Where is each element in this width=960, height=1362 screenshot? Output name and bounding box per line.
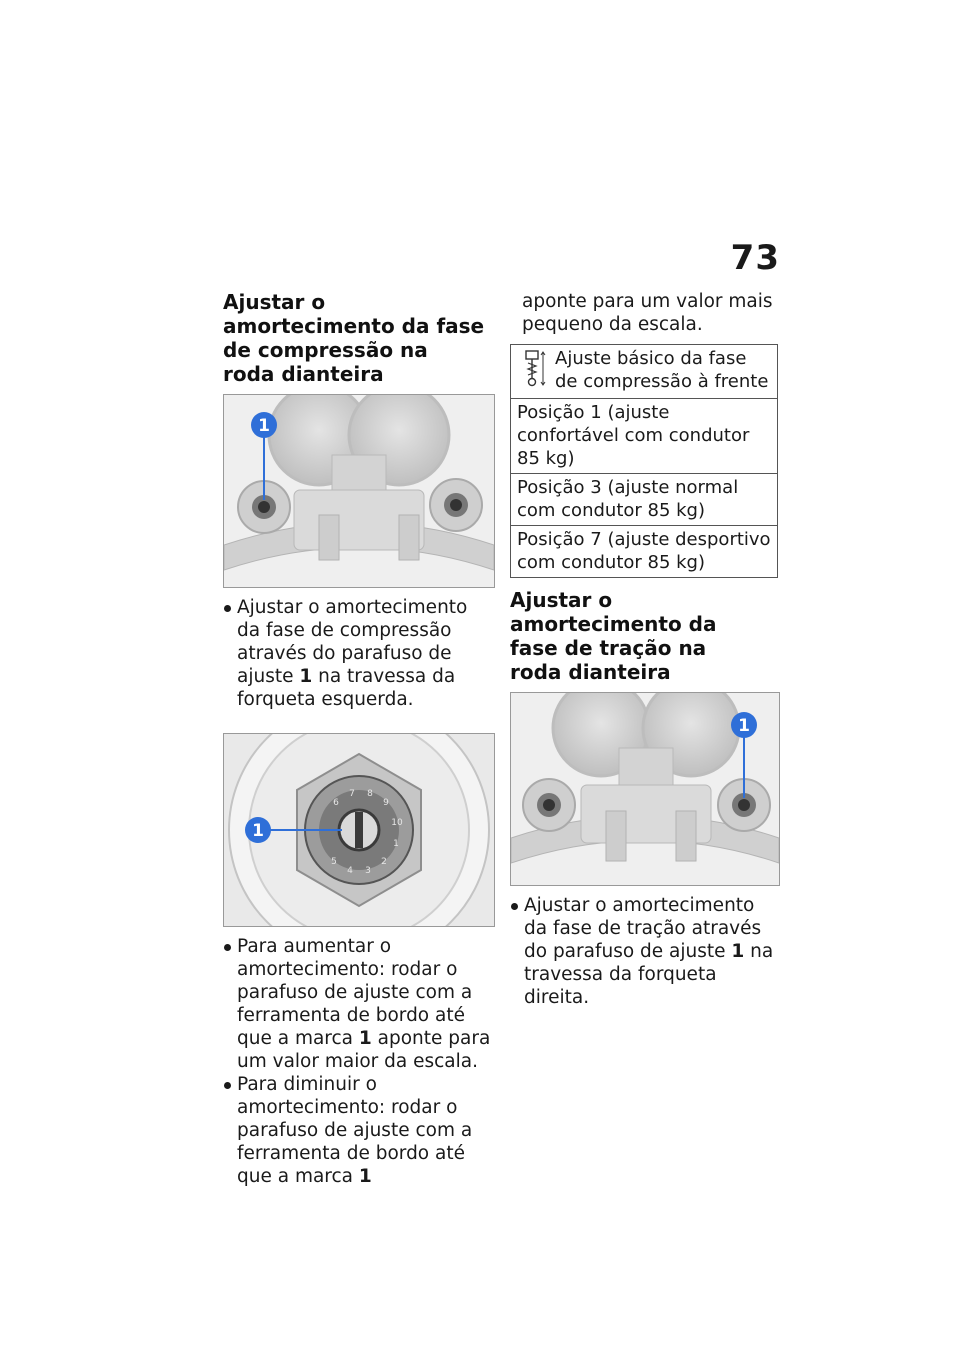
basic-setting-table xyxy=(510,344,778,578)
table-header-cell: Ajuste básico da fase de compressão à frente xyxy=(511,345,778,399)
suspension-icon xyxy=(517,347,555,395)
continuation-text: aponte para um valor mais pequeno da escala. xyxy=(522,291,773,335)
figure-handlebar-left-adjuster xyxy=(223,394,495,588)
section-heading-rebound: Ajustar o amortecimento da fase de tração na roda dianteira xyxy=(510,588,717,684)
callout-number: 1 xyxy=(738,716,750,736)
svg-text:6: 6 xyxy=(333,798,339,808)
instruction-list-1 xyxy=(223,596,495,711)
callout-number: 1 xyxy=(258,416,270,436)
list-item: Para diminuir o amortecimento: rodar o parafuso de ajuste com a ferramenta de bordo até que a marca 1 xyxy=(223,1073,495,1188)
svg-text:8: 8 xyxy=(367,789,373,799)
callout-number: 1 xyxy=(252,821,264,841)
table-row: Posição 7 (ajuste desportivo com condutor 85 kg) xyxy=(511,526,778,578)
list-item: Ajustar o amortecimento da fase de tração através do parafuso de ajuste 1 na travessa da forqueta direita. xyxy=(510,894,780,1009)
svg-text:3: 3 xyxy=(365,866,371,876)
page-number: 73 xyxy=(730,238,780,278)
svg-text:7: 7 xyxy=(349,789,355,799)
svg-text:10: 10 xyxy=(391,818,403,828)
svg-text:2: 2 xyxy=(381,857,387,867)
section-heading-compression: Ajustar o amortecimento da fase de compressão na roda dianteira xyxy=(223,290,485,386)
figure-adjuster-dial xyxy=(223,733,495,927)
right-column xyxy=(510,290,780,1009)
left-column xyxy=(223,290,495,1188)
instruction-list-2 xyxy=(223,935,495,1188)
instruction-list-3 xyxy=(510,894,780,1009)
figure-handlebar-right-adjuster xyxy=(510,692,780,886)
list-item: Ajustar o amortecimento da fase de compressão através do parafuso de ajuste 1 na travessa da forqueta esquerda. xyxy=(223,596,495,711)
svg-text:9: 9 xyxy=(383,798,389,808)
table-row: Posição 1 (ajuste confortável com condutor 85 kg) xyxy=(511,399,778,474)
svg-text:4: 4 xyxy=(347,866,353,876)
handlebar-illustration xyxy=(511,693,779,885)
svg-text:5: 5 xyxy=(331,857,337,867)
handlebar-illustration xyxy=(224,395,494,587)
list-item: Para aumentar o amortecimento: rodar o parafuso de ajuste com a ferramenta de bordo até que a marca 1 aponte para um valor maior da escala. xyxy=(223,935,495,1073)
table-row: Posição 3 (ajuste normal com condutor 85 kg) xyxy=(511,474,778,526)
svg-text:1: 1 xyxy=(393,839,399,849)
dial-illustration xyxy=(224,734,494,926)
